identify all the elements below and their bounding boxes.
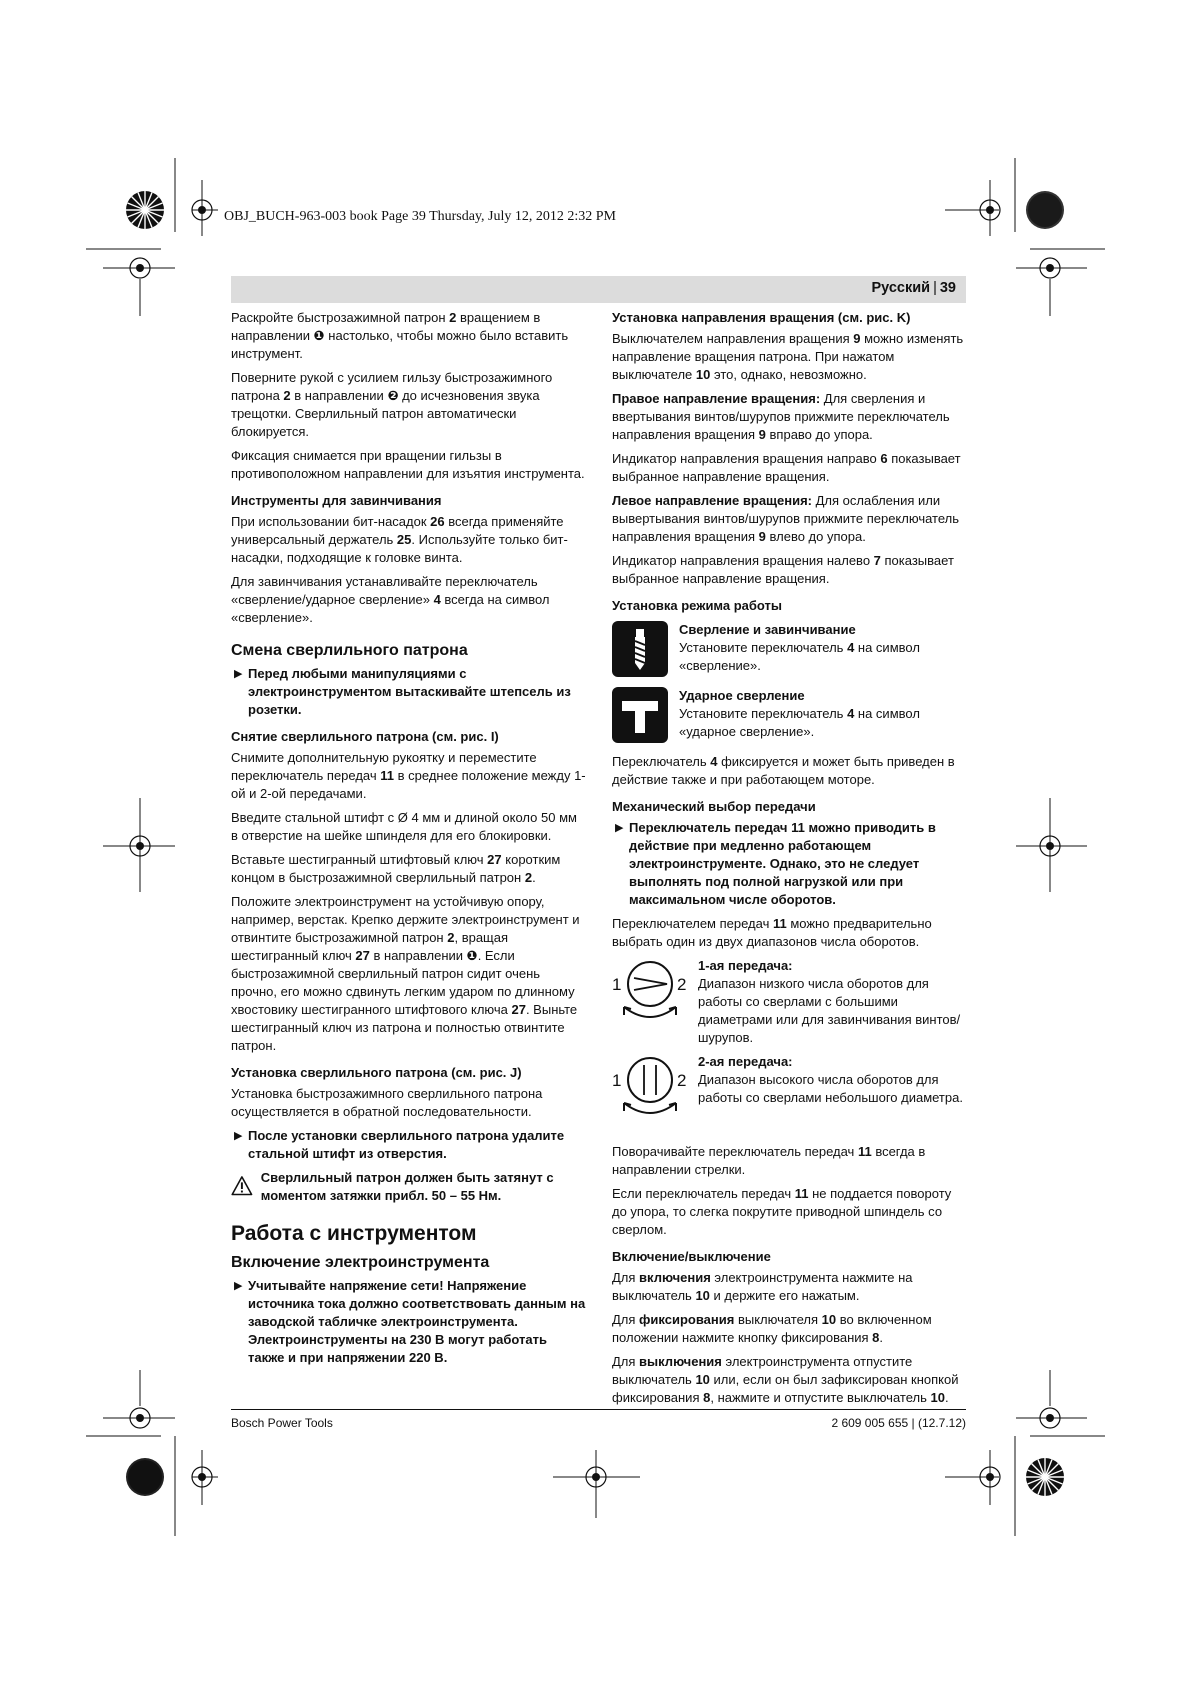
footer-rule <box>231 1409 966 1410</box>
gear-description: Диапазон высокого числа оборотов для работы со сверлами небольшого диаметра. <box>698 1072 963 1105</box>
warning-triangle-icon <box>231 1169 253 1203</box>
paragraph: Если переключатель передач 11 не поддается повороту до упора, то слегка покрутите приводной шпиндель со сверлом. <box>612 1186 952 1237</box>
paragraph: Левое направление вращения: Для ослабления или вывертывания винтов/шурупов прижмите переключатель направления вращения 9 влево до упора. <box>612 493 959 544</box>
mode-impact-drilling <box>612 687 967 743</box>
paragraph: Выключателем направления вращения 9 можно изменять направление вращения патрона. При нажатом выключателе 10 это, однако, невозможно. <box>612 331 964 382</box>
safety-bullet: ▶ Переключатель передач 11 можно приводить в действие при медленно работающем электроинструменте. Однако, это не следует выполнять под полной нагрузкой или при максимальном числе оборотов. <box>615 820 936 907</box>
paragraph: Переключателем передач 11 можно предварительно выбрать один из двух диапазонов числа оборотов. <box>612 916 932 949</box>
paragraph: Для включения электроинструмента нажмите на выключатель 10 и держите его нажатым. <box>612 1270 913 1303</box>
gear-dial-label-1: 1 <box>612 975 622 994</box>
paragraph: Индикатор направления вращения направо 6 показывает выбранное направление вращения. <box>612 451 961 484</box>
footer-doc-number: 2 609 005 655 | (12.7.12) <box>831 1416 966 1430</box>
section-heading: Установка направления вращения (см. рис. K) <box>612 310 911 325</box>
paragraph: Вставьте шестигранный штифтовый ключ 27 коротким концом в быстрозажимной сверлильный патрон 2. <box>231 852 561 885</box>
paragraph: Снимите дополнительную рукоятку и переместите переключатель передач 11 в среднее положение между 1-ой и 2-ой передачами. <box>231 750 586 801</box>
section-heading: Установка сверлильного патрона (см. рис. J) <box>231 1065 522 1080</box>
paragraph: Для фиксирования выключателя 10 во включенном положении нажмите кнопку фиксирования 8. <box>612 1312 932 1345</box>
warning-text: Сверлильный патрон должен быть затянут с моментом затяжки прибл. 50 – 55 Нм. <box>260 1170 554 1203</box>
paragraph: Для выключения электроинструмента отпустите выключатель 10 или, если он был зафиксирован кнопкой фиксирования 8, нажмите и отпустите выключатель 10. <box>612 1354 959 1405</box>
paragraph: Для завинчивания устанавливайте переключатель «сверление/ударное сверление» 4 всегда на символ «сверление». <box>231 574 550 625</box>
subsection-heading: Смена сверлильного патрона <box>231 642 468 659</box>
gear-title: 2-ая передача: <box>698 1054 793 1069</box>
footer-brand: Bosch Power Tools <box>231 1416 333 1430</box>
hammer-icon <box>612 687 668 743</box>
paragraph: Правое направление вращения: Для сверления и ввертывания винтов/шурупов прижмите переключатель направления вращения 9 вправо до упора. <box>612 391 950 442</box>
warning-notice <box>231 1169 586 1205</box>
mode-description: Установите переключатель 4 на символ «ударное сверление». <box>679 706 920 739</box>
gear-selector-dial-icon <box>612 957 688 1033</box>
gear-dial-label-1: 1 <box>612 1071 622 1090</box>
mode-description: Установите переключатель 4 на символ «сверление». <box>679 640 920 673</box>
safety-bullet: ▶ Учитывайте напряжение сети! Напряжение источника тока должно соответствовать данным на заводской табличке электроинструмента. Электроинструменты на 230 В могут работать также и при напряжении 220 В. <box>234 1278 586 1365</box>
section-heading: Установка режима работы <box>612 598 783 613</box>
page-header <box>231 276 966 303</box>
drill-bit-icon <box>612 621 668 677</box>
paragraph: Переключатель 4 фиксируется и может быть приведен в действие также и при работающем моторе. <box>612 754 955 787</box>
safety-bullet: ▶ Перед любыми манипуляциями с электроинструментом вытаскивайте штепсель из розетки. <box>234 666 571 717</box>
paragraph: Положите электроинструмент на устойчивую опору, например, верстак. Крепко держите электроинструмент и отвинтите быстрозажимной патрон 2, вращая шестигранный ключ 27 в направлении ❶. Если быстрозажимной сверлильный патрон сидит очень прочно, его можно сдвинуть легким ударом по длинному хвостовику шестигранного штифтового ключа 27. Выньте шестигранный ключ из патрона и полностью отвинтите патрон. <box>231 894 580 1053</box>
paragraph: Введите стальной штифт с Ø 4 мм и длиной около 50 мм в отверстие на шейке шпинделя для его блокировки. <box>231 810 577 843</box>
paragraph: Поворачивайте переключатель передач 11 всегда в направлении стрелки. <box>612 1144 926 1177</box>
right-column <box>612 309 967 1413</box>
section-heading: Снятие сверлильного патрона (см. рис. I) <box>231 729 499 744</box>
mode-drilling <box>612 621 967 677</box>
paragraph: Установка быстрозажимного сверлильного патрона осуществляется в обратной последовательности. <box>231 1086 543 1119</box>
header-language: Русский <box>871 280 931 296</box>
paragraph: Раскройте быстрозажимной патрон 2 вращением в направлении ❶ настолько, чтобы можно было вставить инструмент. <box>231 310 569 361</box>
gear-1 <box>612 957 967 1047</box>
left-column <box>231 309 586 1373</box>
subsection-heading: Включение электроинструмента <box>231 1254 490 1271</box>
section-heading: Инструменты для завинчивания <box>231 493 442 508</box>
gear-title: 1-ая передача: <box>698 958 793 973</box>
mode-title: Сверление и завинчивание <box>679 622 856 637</box>
bullet-triangle-icon: ▶ <box>234 668 243 680</box>
gear-description: Диапазон низкого числа оборотов для работы со сверлами с большими диаметрами или для завинчивания винтов/шурупов. <box>698 976 961 1045</box>
mode-title: Ударное сверление <box>679 688 805 703</box>
print-slug: OBJ_BUCH-963-003 book Page 39 Thursday, July 12, 2012 2:32 PM <box>224 209 617 224</box>
paragraph: Поверните рукой с усилием гильзу быстрозажимного патрона 2 в направлении ❷ до исчезновения звука трещотки. Сверлильный патрон автоматически блокируется. <box>231 370 553 439</box>
gear-dial-label-2: 2 <box>677 975 687 994</box>
bullet-triangle-icon: ▶ <box>234 1280 243 1292</box>
paragraph: Индикатор направления вращения налево 7 показывает выбранное направление вращения. <box>612 553 954 586</box>
section-heading: Механический выбор передачи <box>612 799 816 814</box>
page-number: 39 <box>939 280 956 296</box>
safety-bullet: ▶ После установки сверлильного патрона удалите стальной штифт из отверстия. <box>234 1128 565 1161</box>
paragraph: Фиксация снимается при вращении гильзы в противоположном направлении для изъятия инструмента. <box>231 448 585 481</box>
section-heading: Включение/выключение <box>612 1249 771 1264</box>
gear-2 <box>612 1053 967 1129</box>
header-label: Русский | 39 <box>871 280 956 296</box>
bullet-triangle-icon: ▶ <box>234 1130 243 1142</box>
paragraph: При использовании бит-насадок 26 всегда применяйте универсальный держатель 25. Используйте только бит-насадки, подходящие к головке винта. <box>231 514 568 565</box>
gear-selector-dial-icon <box>612 1053 688 1129</box>
gear-dial-label-2: 2 <box>677 1071 687 1090</box>
bullet-triangle-icon: ▶ <box>615 822 624 834</box>
chapter-heading: Работа с инструментом <box>231 1222 477 1245</box>
